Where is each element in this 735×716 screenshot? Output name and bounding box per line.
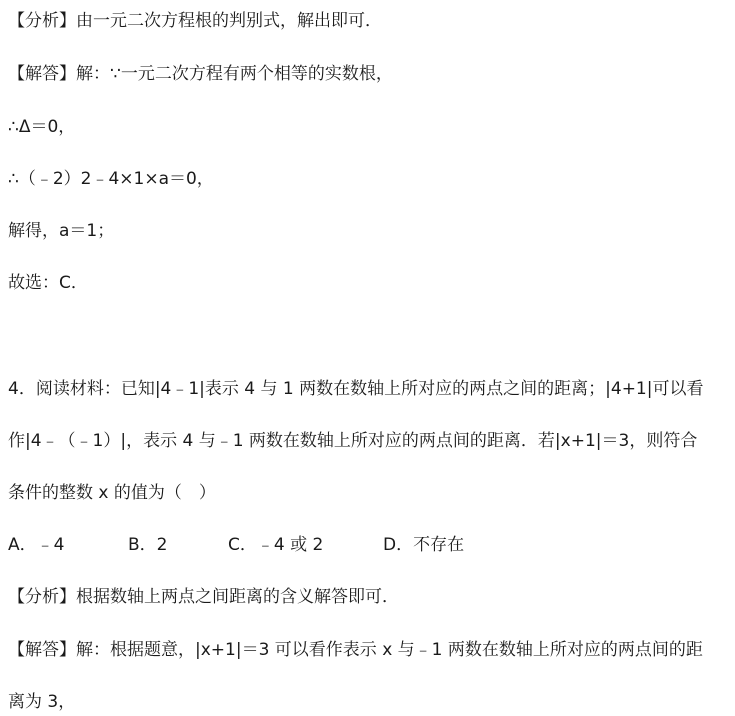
analysis-line-q3: 【分析】由一元二次方程根的判别式，解出即可．	[8, 11, 382, 31]
question4-line-2: 作|4﹣（﹣1）|，表示 4 与﹣1 两数在数轴上所对应的两点间的距离．若|x+1|＝3，则符合	[8, 431, 698, 451]
option-c: C．﹣4 或 2	[228, 535, 324, 555]
analysis-line-q4: 【分析】根据数轴上两点之间距离的含义解答即可．	[8, 587, 399, 607]
answer-step-1: ∴Δ＝0，	[8, 117, 76, 137]
option-b: B．2	[128, 535, 168, 555]
question4-line-3: 条件的整数 x 的值为（ ）	[8, 483, 216, 503]
answer-intro-q3: 【解答】解：∵一元二次方程有两个相等的实数根，	[8, 64, 393, 84]
answer-choice-q3: 故选：C．	[8, 273, 88, 293]
answer-step-2: ∴（﹣2）2﹣4×1×a＝0，	[8, 169, 214, 189]
option-d: D．不存在	[383, 535, 465, 555]
answer-step-3: 解得，a＝1；	[8, 221, 115, 241]
option-a: A．﹣4	[8, 535, 65, 555]
answer-line-q4-2: 离为 3，	[8, 692, 76, 712]
answer-line-q4-1: 【解答】解：根据题意，|x+1|＝3 可以看作表示 x 与﹣1 两数在数轴上所对应的两点间的距	[8, 640, 703, 660]
question4-line-1: 4．阅读材料：已知|4﹣1|表示 4 与 1 两数在数轴上所对应的两点之间的距离；|4+1|可以看	[8, 379, 704, 399]
